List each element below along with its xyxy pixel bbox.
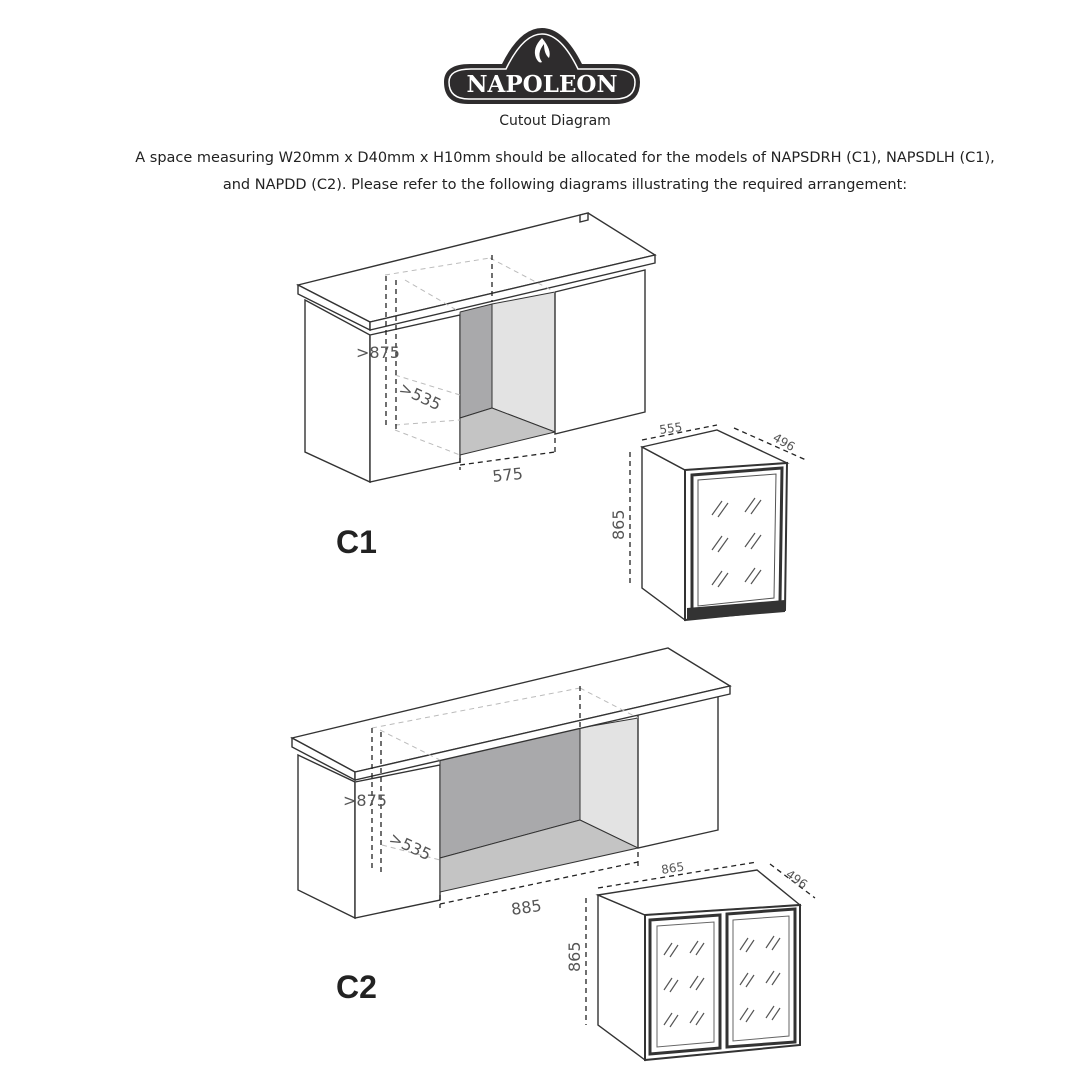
c2-depth-label: >535 xyxy=(386,828,435,865)
c1-height-label: >875 xyxy=(356,343,400,362)
svg-text:NAPOLEON: NAPOLEON xyxy=(466,71,618,98)
c1-appliance-depth: 496 xyxy=(770,430,798,455)
c1-width-label: 575 xyxy=(491,463,524,486)
c1-label: C1 xyxy=(336,524,377,560)
c2-width-label: 885 xyxy=(509,895,543,919)
description-line-1: A space measuring W20mm x D40mm x H10mm should be allocated for the models of NAPSDRH (C1), NAPSDLH (C1), xyxy=(135,150,995,166)
c2-wine-cooler xyxy=(565,860,815,1060)
description-line-2: and NAPDD (C2). Please refer to the following diagrams illustrating the required arrangement: xyxy=(222,177,908,193)
c1-depth-label: >535 xyxy=(396,378,445,415)
c2-cabinet xyxy=(292,648,730,919)
c1-wine-cooler xyxy=(609,420,806,620)
subtitle: Cutout Diagram xyxy=(499,113,611,129)
c2-appliance-height: 865 xyxy=(565,941,584,972)
c2-height-label: >875 xyxy=(343,791,387,810)
c1-appliance-height: 865 xyxy=(609,509,628,540)
c2-label: C2 xyxy=(336,969,377,1005)
c1-cabinet xyxy=(298,213,655,486)
c2-appliance-depth: 496 xyxy=(783,866,811,892)
c1-appliance-width: 555 xyxy=(658,419,684,437)
c2-appliance-width: 865 xyxy=(660,859,686,877)
